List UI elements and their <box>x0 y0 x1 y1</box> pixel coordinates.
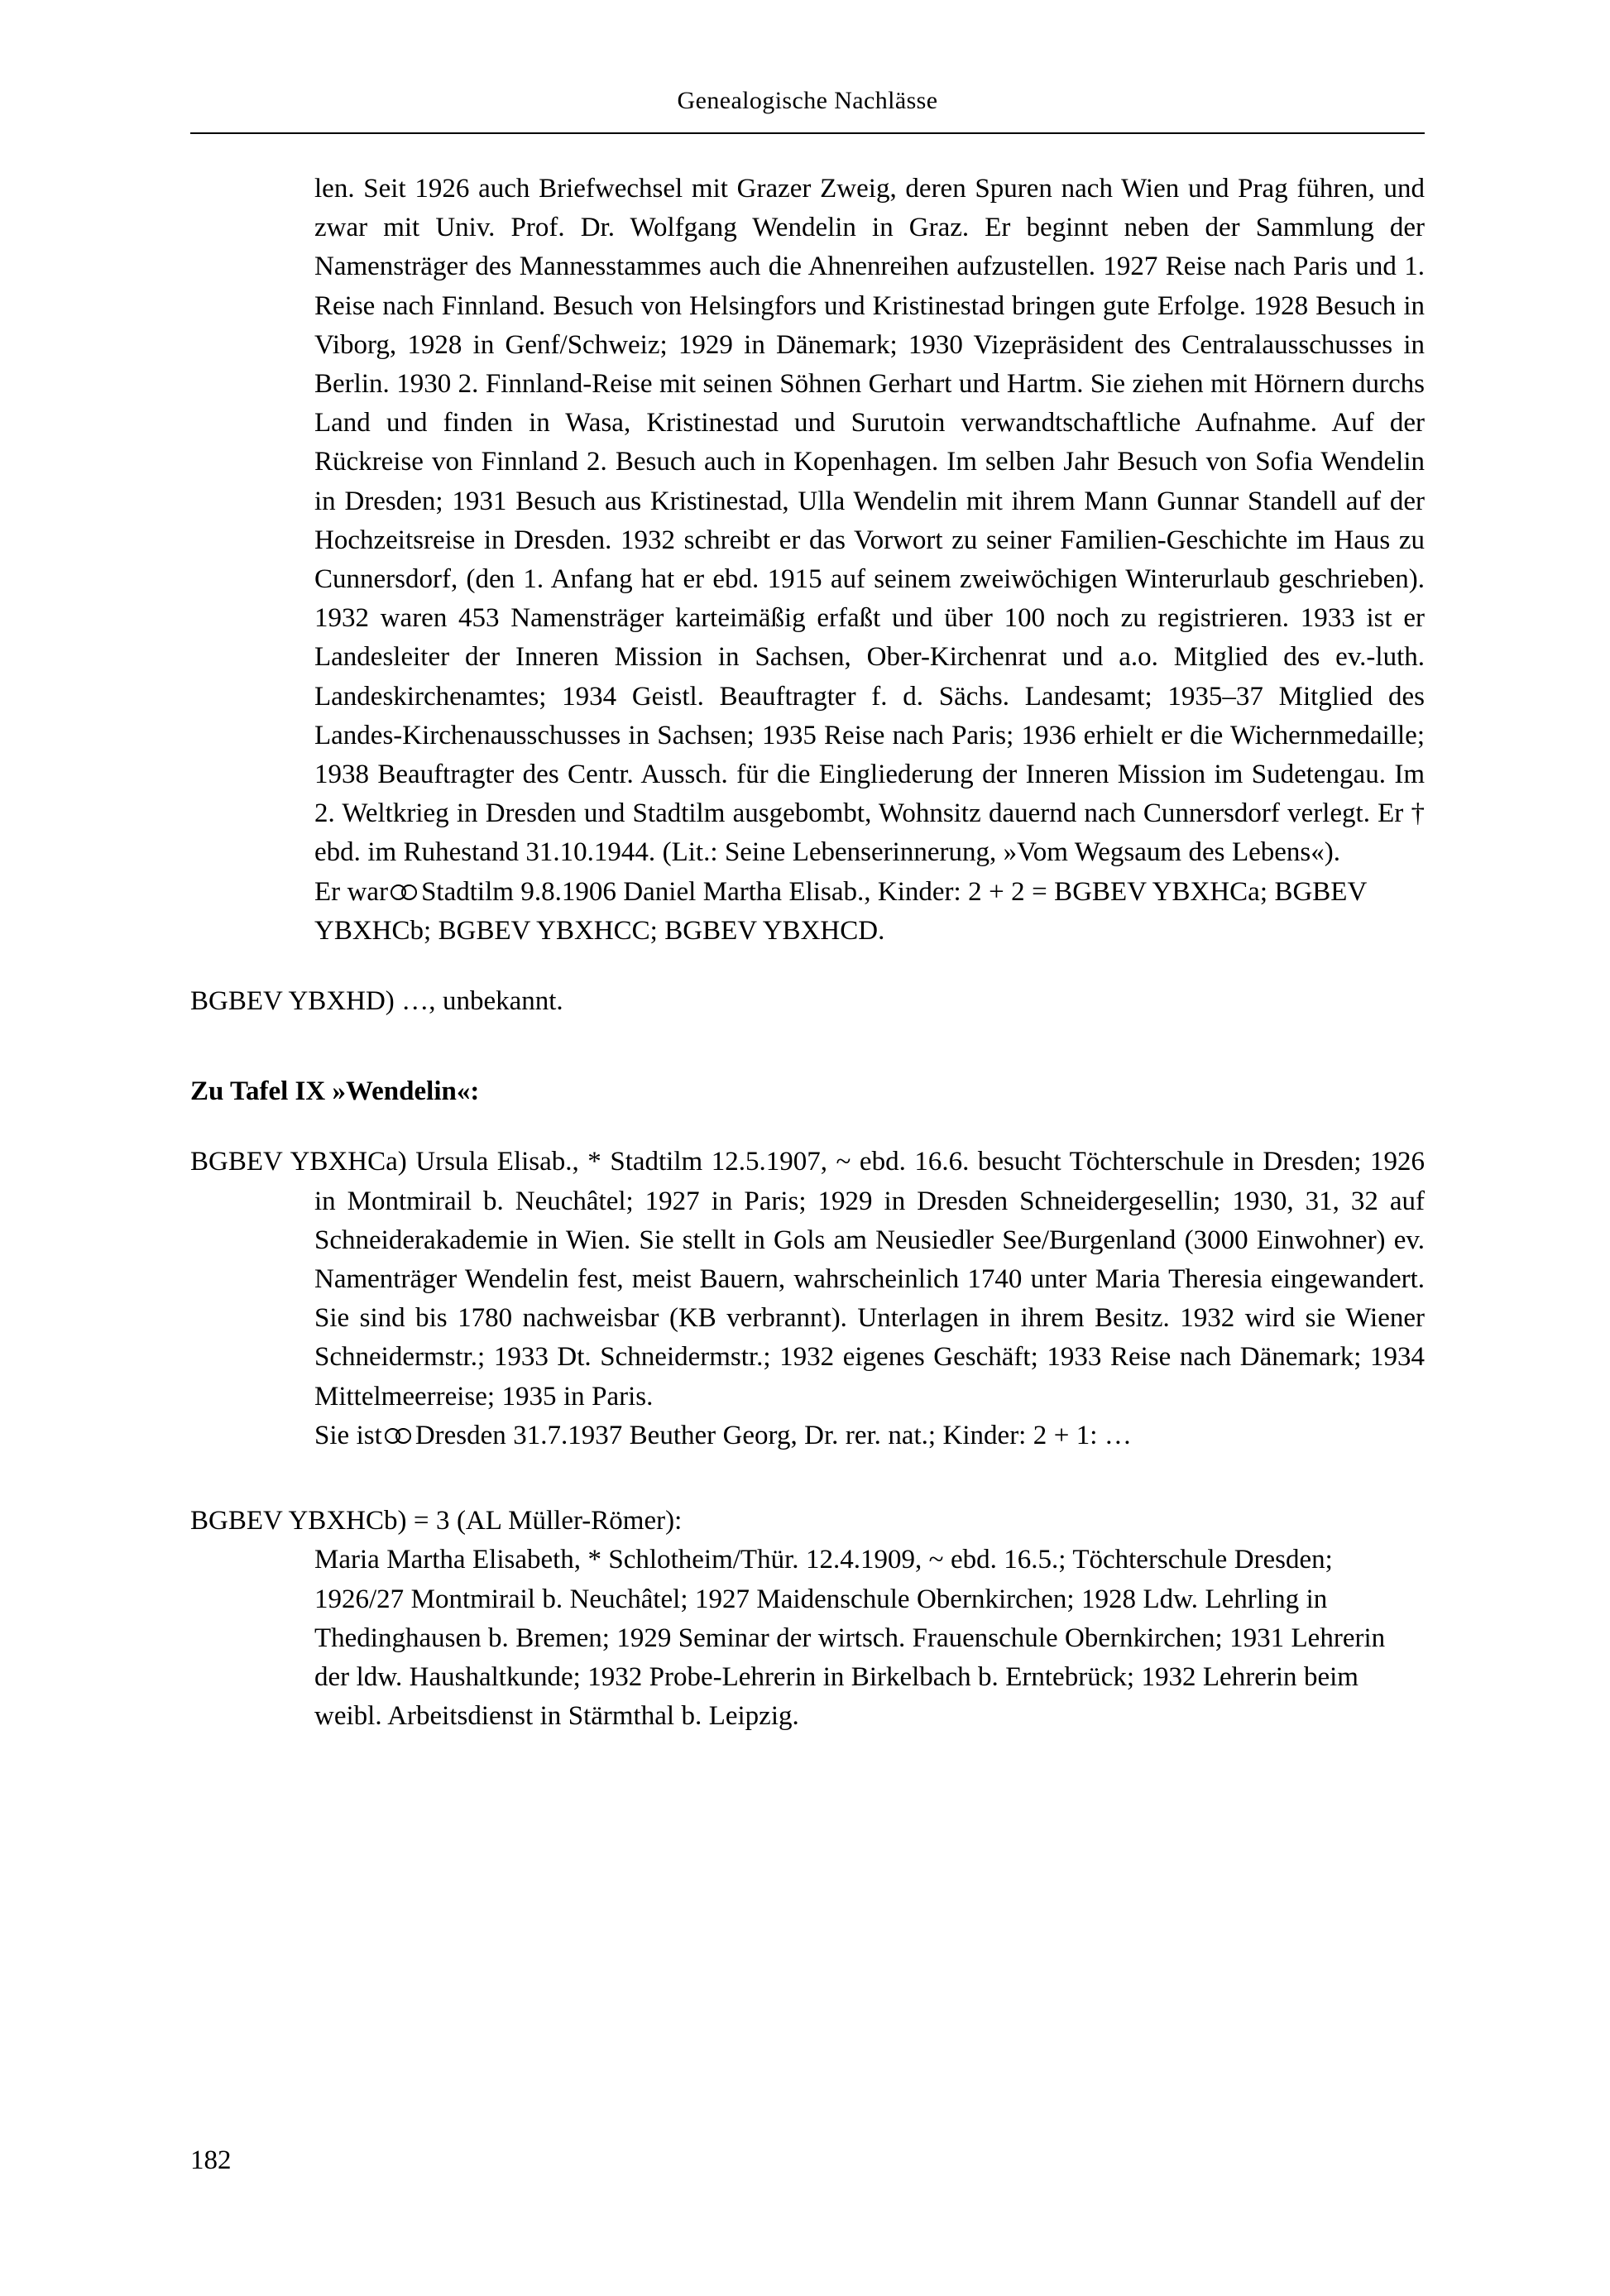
unknown-entry: BGBEV YBXHD) …, unbekannt. <box>190 986 563 1017</box>
entry-ybxhcb-text: Maria Martha Elisabeth, * Schlotheim/Thür. 12.4.1909, ~ ebd. 16.5.; Töchterschule Dresden; 1926/27 Montmirail b. Neuchâtel; 1927 Maidenschule Obernkirchen; 1928 Ldw. Lehrling in Thedinghausen b. Bremen; 1929 Seminar der wirtsch. Frauenschule Obernkirchen; 1931 Lehrerin der ldw. Haushaltkunde; 1932 Probe-Lehrerin in Birkelbach b. Erntebrück; 1932 Lehrerin beim weibl. Arbeitsdienst in Stärmthal b. Leipzig. <box>314 1545 1386 1732</box>
entry-ybxhca-marriage-prefix: Sie ist <box>314 1420 382 1450</box>
running-head: Genealogische Nachlässe <box>677 87 938 114</box>
marriage-symbol-icon <box>391 884 419 901</box>
spacer <box>190 951 1425 982</box>
page-number: 182 <box>190 2145 232 2175</box>
entry-ybxhca-marriage-suffix: Dresden 31.7.1937 Beuther Georg, Dr. rer. nat.; Kinder: 2 + 1: … <box>414 1420 1132 1450</box>
spacer <box>190 1111 1425 1143</box>
marriage-symbol-icon <box>385 1428 413 1445</box>
spacer <box>190 1021 1425 1072</box>
entry-ybxhcb-label: BGBEV YBXHCb) = 3 (AL Müller-Römer): <box>190 1506 683 1536</box>
continued-paragraph: len. Seit 1926 auch Briefwechsel mit Grazer Zweig, deren Spuren nach Wien und Prag führen, und zwar mit Univ. Prof. Dr. Wolfgang Wendelin in Graz. Er beginnt neben der Sammlung der Namensträger des Mannesstammes auch die Ahnenreihen aufzustellen. 1927 Reise nach Paris und 1. Reise nach Finnland. Besuch von Helsingfors und Kristinestad bringen gute Erfolge. 1928 Besuch in Viborg, 1928 in Genf/Schweiz; 1929 in Dänemark; 1930 Vizepräsident des Centralausschusses in Berlin. 1930 2. Finnland-Reise mit seinen Söhnen Gerhart und Hartm. Sie ziehen mit Hörnern durchs Land und finden in Wasa, Kristinestad und Surutoin verwandtschaftliche Aufnahme. Auf der Rückreise von Finnland 2. Besuch auch in Kopenhagen. Im selben Jahr Besuch von Sofia Wendelin in Dresden; 1931 Besuch aus Kristinestad, Ulla Wendelin mit ihrem Mann Gunnar Standell auf der Hochzeitsreise in Dresden. 1932 schreibt er das Vorwort zu seiner Familien-Geschichte im Haus zu Cunnersdorf, (den 1. Anfang hat er ebd. 1915 auf seinem zweiwöchigen Winterurlaub geschrieben). 1932 waren 453 Namensträger karteimäßig erfaßt und über 100 noch zu registrieren. 1933 ist er Landesleiter der Inneren Mission in Sachsen, Ober-Kirchenrat und a.o. Mitglied des ev.-luth. Landeskirchenamtes; 1934 Geistl. Beauftragter f. d. Sächs. Landesamt; 1935–37 Mitglied des Landes-Kirchenausschusses in Sachsen; 1935 Reise nach Paris; 1936 erhielt er die Wichernmedaille; 1938 Beauftragter des Centr. Aussch. für die Eingliederung der Inneren Mission im Sudetengau. Im 2. Weltkrieg in Dresden und Stadtilm ausgebombt, Wohnsitz dauernd nach Cunnersdorf verlegt. Er † ebd. im Ruhestand 31.10.1944. (Lit.: Seine Lebenserinnerung, »Vom Wegsaum des Lebens«). <box>314 174 1425 868</box>
entry-ybxhca-marriage-line <box>314 1416 1425 1455</box>
section-heading: Zu Tafel IX »Wendelin«: <box>190 1076 480 1107</box>
header-rule <box>190 132 1425 134</box>
text-column <box>190 170 1425 1736</box>
marriage-line <box>314 873 1425 951</box>
marriage-line-prefix: Er war <box>314 876 389 907</box>
entry-ybxhca: BGBEV YBXHCa) Ursula Elisab., * Stadtilm 12.5.1907, ~ ebd. 16.6. besucht Töchterschule in Dresden; 1926 in Montmirail b. Neuchâtel; 1927 in Paris; 1929 in Dresden Schneidergesellin; 1930, 31, 32 auf Schneiderakademie in Wien. Sie stellt in Gols am Neusiedler See/Burgenland (3000 Einwohner) ev. Namenträger Wendelin fest, meist Bauern, wahrscheinlich 1740 unter Maria Theresia eingewandert. Sie sind bis 1780 nachweisbar (KB verbrannt). Unterlagen in ihrem Besitz. 1932 wird sie Wiener Schneidermstr.; 1933 Dt. Schneidermstr.; 1932 eigenes Geschäft; 1933 Reise nach Dänemark; 1934 Mittelmeerreise; 1935 in Paris. <box>190 1147 1425 1412</box>
spacer <box>190 1455 1425 1502</box>
marriage-line-suffix: Stadtilm 9.8.1906 Daniel Martha Elisab., Kinder: 2 + 2 = BGBEV YBXHCa; BGBEV YBXHCb; BGBEV YBXHCC; BGBEV YBXHCD. <box>314 876 1367 946</box>
